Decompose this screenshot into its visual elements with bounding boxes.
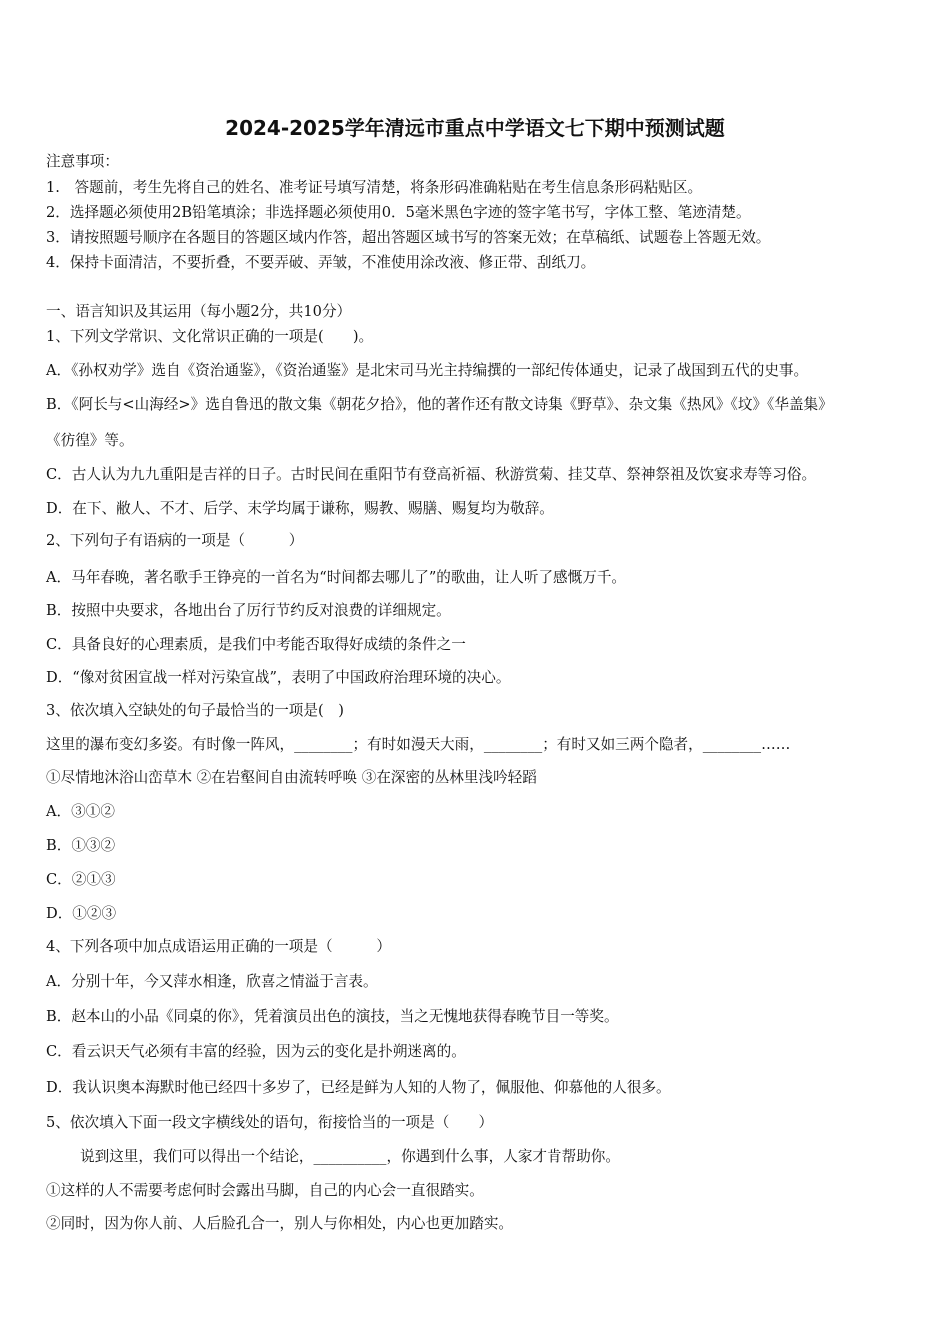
question-1-option-d: D．在下、敝人、不才、后学、末学均属于谦称，赐教、赐膳、赐复均为敬辞。 <box>46 500 554 517</box>
page-title: 2024-2025学年清远市重点中学语文七下期中预测试题 <box>225 116 725 140</box>
question-3-option-a: A．③①② <box>46 803 115 820</box>
question-5-sentence-1: ①这样的人不需要考虑何时会露出马脚，自己的内心会一直很踏实。 <box>46 1182 484 1199</box>
question-3-option-b: B．①③② <box>46 837 116 854</box>
question-2-option-d: D．“像对贫困宣战一样对污染宣战”，表明了中国政府治理环境的决心。 <box>46 669 511 686</box>
question-1-stem: 1、下列文学常识、文化常识正确的一项是( )。 <box>46 328 374 345</box>
question-2-option-c: C．具备良好的心理素质，是我们中考能否取得好成绩的条件之一 <box>46 636 466 653</box>
question-4-stem: 4、下列各项中加点成语运用正确的一项是（ ） <box>46 938 391 955</box>
question-1-option-c: C．古人认为九九重阳是吉祥的日子。古时民间在重阳节有登高祈福、秋游赏菊、挂艾草、祭神祭祖及饮宴求寿等习俗。 <box>46 466 817 483</box>
question-4-option-b: B．赵本山的小品《同桌的你》，凭着演员出色的演技，当之无愧地获得春晚节目一等奖。 <box>46 1008 619 1025</box>
question-1-option-b: B．《阿长与<山海经>》选自鲁迅的散文集《朝花夕拾》，他的著作还有散文诗集《野草》、杂文集《热风》《坟》《华盖集》 <box>46 396 833 413</box>
question-3-stem: 3、依次填入空缺处的句子最恰当的一项是( ) <box>46 702 344 719</box>
question-3-option-d: D．①②③ <box>46 905 117 922</box>
question-3-choices: ①尽情地沐浴山峦草木 ②在岩壑间自由流转呼唤 ③在深密的丛林里浅吟轻蹈 <box>46 769 537 786</box>
notice-item: 3．请按照题号顺序在各题目的答题区域内作答，超出答题区域书写的答案无效；在草稿纸、试题卷上答题无效。 <box>46 229 771 246</box>
notice-item: 4．保持卡面清洁，不要折叠，不要弄破、弄皱，不准使用涂改液、修正带、刮纸刀。 <box>46 254 596 271</box>
notice-item: 1. 答题前，考生先将自己的姓名、准考证号填写清楚，将条形码准确粘贴在考生信息条形码粘贴区。 <box>46 179 703 196</box>
question-1-option-b-cont: 《彷徨》等。 <box>46 432 134 449</box>
question-2-option-b: B．按照中央要求，各地出台了厉行节约反对浪费的详细规定。 <box>46 602 451 619</box>
notice-heading: 注意事项： <box>46 153 119 170</box>
question-5-text: 说到这里，我们可以得出一个结论，__________，你遇到什么事，人家才肯帮助你。 <box>80 1148 620 1165</box>
question-5-stem: 5、依次填入下面一段文字横线处的语句，衔接恰当的一项是（ ） <box>46 1114 494 1131</box>
section-heading: 一、语言知识及其运用（每小题2分，共10分） <box>46 303 352 320</box>
question-4-option-d: D．我认识奥本海默时他已经四十多岁了，已经是鲜为人知的人物了，佩服他、仰慕他的人很多。 <box>46 1079 671 1096</box>
question-3-text: 这里的瀑布变幻多姿。有时像一阵风，________；有时如漫天大雨，________；有时又如三两个隐者，________…… <box>46 736 791 753</box>
question-4-option-c: C．看云识天气必须有丰富的经验，因为云的变化是扑朔迷离的。 <box>46 1043 466 1060</box>
question-2-option-a: A．马年春晚，著名歌手王铮亮的一首名为“时间都去哪儿了”的歌曲，让人听了感慨万千。 <box>46 569 627 586</box>
question-2-stem: 2、下列句子有语病的一项是（ ） <box>46 532 304 549</box>
notice-item: 2．选择题必须使用2B铅笔填涂；非选择题必须使用0．5毫米黑色字迹的签字笔书写，字体工整、笔迹清楚。 <box>46 204 751 221</box>
question-5-sentence-2: ②同时，因为你人前、人后脸孔合一，别人与你相处，内心也更加踏实。 <box>46 1215 514 1232</box>
question-3-option-c: C．②①③ <box>46 871 116 888</box>
question-4-option-a: A．分别十年，今又萍水相逢，欣喜之情溢于言表。 <box>46 973 378 990</box>
question-1-option-a: A．《孙权劝学》选自《资治通鉴》，《资治通鉴》是北宋司马光主持编撰的一部纪传体通史，记录了战国到五代的史事。 <box>46 362 809 379</box>
